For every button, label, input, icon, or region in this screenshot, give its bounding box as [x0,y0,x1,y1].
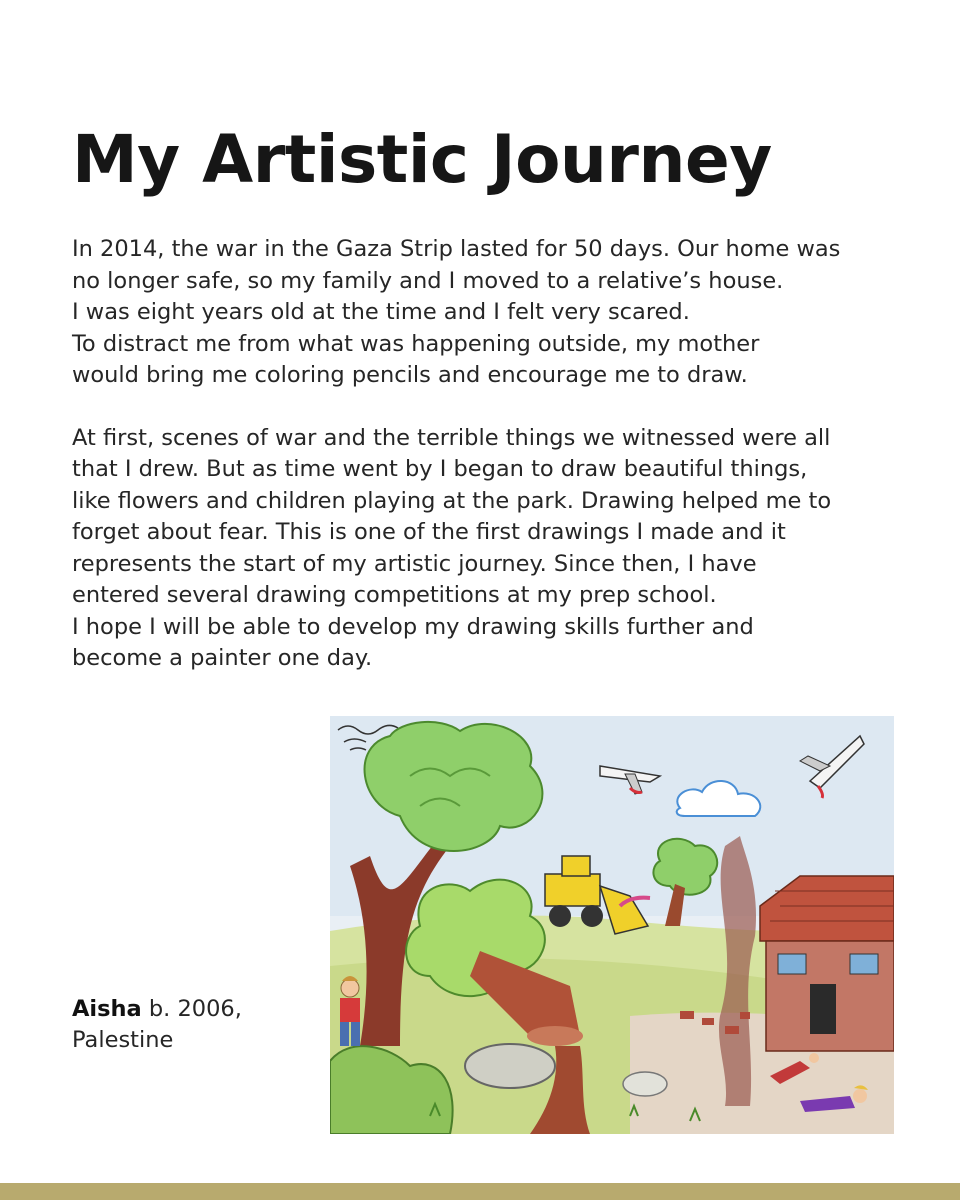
artist-caption [72,994,242,1056]
text-line: forget about fear. This is one of the first drawings I made and it [72,519,786,545]
text-line: To distract me from what was happening outside, my mother [72,330,760,357]
story-text [72,234,902,675]
child-drawing [330,716,894,1134]
text-line: In 2014, the war in the Gaza Strip lasted for 50 days. Our home was [72,236,841,262]
text-line: would bring me coloring pencils and encourage me to draw. [72,362,748,388]
text-line: like flowers and children playing at the park. Drawing helped me to [72,487,832,514]
text-line: I hope I will be able to develop my drawing skills further and [72,613,754,640]
paragraph-1 [72,234,902,392]
text-line: entered several drawing competitions at my prep school. [72,582,717,608]
artist-name: Aisha [72,996,142,1022]
text-line: no longer safe, so my family and I moved to a relative’s house. [72,267,784,294]
text-line: that I drew. But as time went by I began to draw beautiful things, [72,456,808,482]
artist-birth-year: b. 2006, [141,996,242,1022]
artist-country: Palestine [72,1027,174,1053]
text-line: I was eight years old at the time and I felt very scared. [72,299,690,325]
text-line: represents the start of my artistic journey. Since then, I have [72,550,757,577]
drawing-illustration [330,716,894,1134]
text-line: At first, scenes of war and the terrible things we witnessed were all [72,424,831,451]
bottom-accent-bar [0,1183,960,1200]
page-title: My Artistic Journey [72,121,772,198]
paragraph-2 [72,423,902,675]
text-line: become a painter one day. [72,645,373,671]
